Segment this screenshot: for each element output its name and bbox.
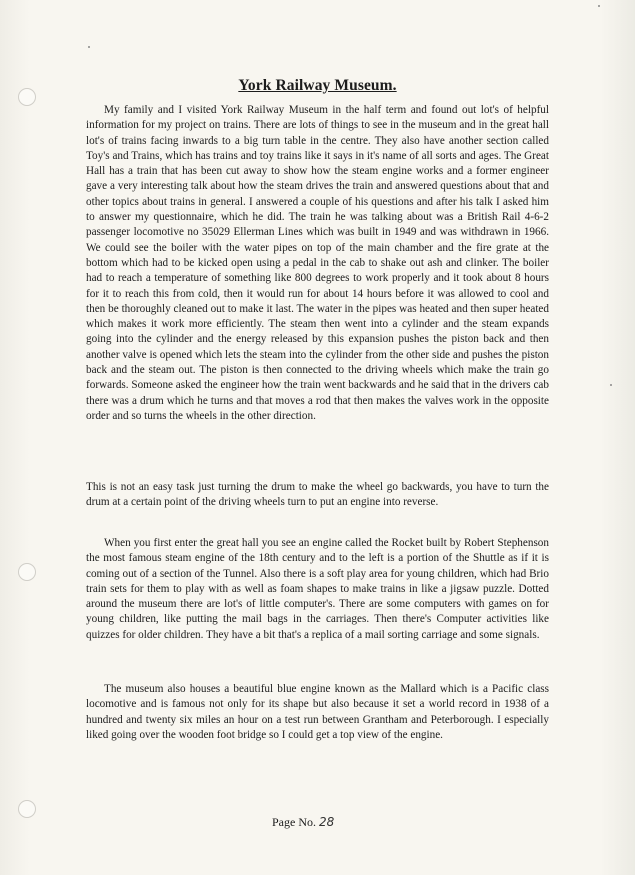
paper-speck	[88, 46, 90, 48]
paragraph: My family and I visited York Railway Museum in the half term and found out lot's of helpful information for my project on trains. There are lots of things to see in the museum and in the great hall lot's of trains facing inwards to a big turn table in the centre. They also have another section called Toy's and Trains, which has trains and toy trains like it says in it's name of all sorts and ages. The Great Hall has a train that has been cut away to show how the steam engine works and a former engineer gave a very interesting talk about how the steam drives the train and answered questions about that and other topics about trains in general. I answered a couple of his questions and after his talk I asked him to answer my questionnaire, which he did. The train he was talking about was a British Rail 4-6-2 passenger locomotive no 35029 Ellerman Lines which was built in 1949 and was withdrawn in 1966. We could see the boiler with the water pipes on top of the main chamber and the fire grate at the bottom which had to be kicked open using a pedal in the cab to shake out ash and clinker. The boiler had to reach a temperature of something like 800 degrees to work properly and it took about 8 hours for it to reach this from cold, then it would run for about 14 hours before it was allowed to cool and then be thoroughly cleaned out to make it last. The water in the pipes was heated and then super heated which makes it work more efficiently. The steam then went into a cylinder and the steam expands going into the cylinder and the energy released by this expansion pushes the piston back and then another valve is opened which lets the steam into the cylinder from the other side and pushes the piston back and the steam out. The piston is then connected to the driving wheels which make the train go forwards. Someone asked the engineer how the train went backwards and he said that in the drivers cab there was a drum which he turns and that moves a rod that then makes the valves work in the opposite order and so turns the wheels in the other direction.	[86, 104, 549, 422]
page-number-value: 28	[319, 815, 335, 829]
page-number-label: Page No.	[272, 815, 316, 829]
paper-speck	[610, 384, 612, 386]
page-number	[272, 815, 334, 830]
punch-hole	[18, 800, 36, 818]
punch-hole	[18, 563, 36, 581]
paragraph: When you first enter the great hall you see an engine called the Rocket built by Robert Stephenson the most famous steam engine of the 18th century and to the left is a portion of the Shuttle as if it is coming out of a section of the Tunnel. Also there is a soft play area for young children, which had Brio train sets for them to play with as well as foam shapes to make trains in like a jigsaw puzzle. Dotted around the museum there are lot's of little computer's. There are some computers with games on for young children, like putting the mail bags in the carriages. Then there's Computer activities like quizzes for older children. They have a bit that's a replica of a mail sorting carriage and some signals.	[86, 537, 549, 641]
paper-speck	[598, 5, 600, 7]
paragraph: This is not an easy task just turning the drum to make the wheel go backwards, you have to turn the drum at a certain point of the driving wheels turn to put an engine into reverse.	[86, 481, 549, 509]
paragraph: The museum also houses a beautiful blue engine known as the Mallard which is a Pacific class locomotive and is famous not only for its shape but also because it set a world record in 1938 of a hundred and twenty six miles an hour on a test run between Grantham and Peterborough. I especially liked going over the wooden foot bridge so I could get a top view of the engine.	[86, 683, 549, 741]
document-title: York Railway Museum.	[238, 77, 397, 94]
